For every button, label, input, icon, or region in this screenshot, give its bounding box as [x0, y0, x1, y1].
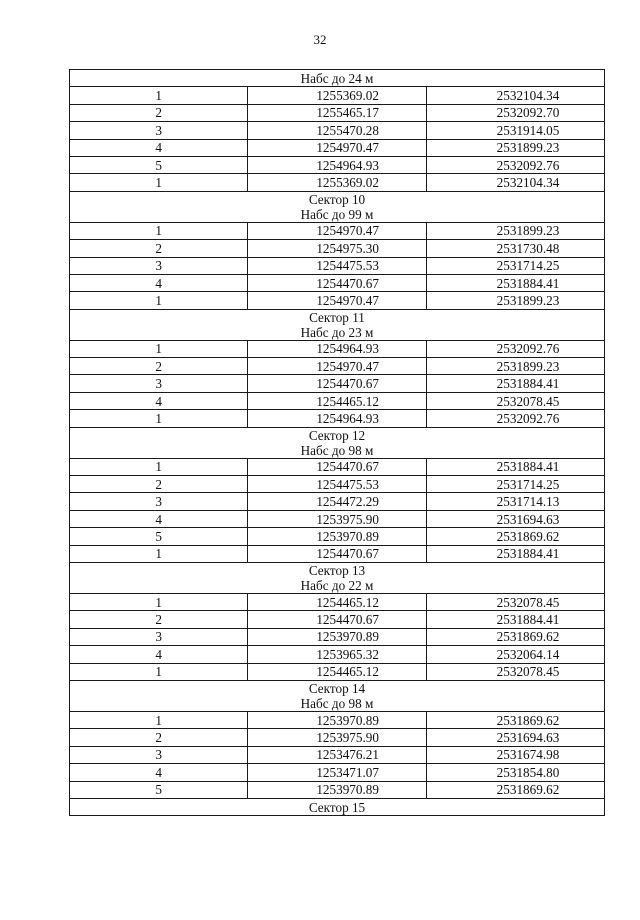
point-number-cell: 1 — [70, 593, 248, 610]
table-row — [70, 240, 605, 257]
y-coordinate-cell: 2531714.25 — [426, 257, 604, 274]
x-coordinate-cell: 1254964.93 — [248, 156, 426, 173]
point-number-cell: 5 — [70, 156, 248, 173]
point-number-cell: 5 — [70, 528, 248, 545]
table-row — [70, 122, 605, 139]
coordinates-table — [69, 69, 605, 816]
table-row — [70, 257, 605, 274]
y-coordinate-cell: 2531884.41 — [426, 274, 604, 291]
x-coordinate-cell: 1253471.07 — [248, 764, 426, 781]
table-row — [70, 663, 605, 680]
table-row — [70, 274, 605, 291]
table-row — [70, 139, 605, 156]
table-row — [70, 545, 605, 562]
table-row — [70, 711, 605, 728]
x-coordinate-cell: 1254470.67 — [248, 375, 426, 392]
table-row — [70, 528, 605, 545]
x-coordinate-cell: 1253970.89 — [248, 711, 426, 728]
point-number-cell: 2 — [70, 476, 248, 493]
x-coordinate-cell: 1254465.12 — [248, 593, 426, 610]
x-coordinate-cell: 1254970.47 — [248, 292, 426, 309]
point-number-cell: 4 — [70, 510, 248, 527]
height-limit: Набс до 98 м — [300, 695, 374, 711]
point-number-cell: 4 — [70, 764, 248, 781]
point-number-cell: 2 — [70, 358, 248, 375]
y-coordinate-cell: 2531899.23 — [426, 222, 604, 239]
table-row — [70, 392, 605, 409]
table-row — [70, 375, 605, 392]
point-number-cell: 3 — [70, 746, 248, 763]
table-row — [70, 104, 605, 121]
point-number-cell: 2 — [70, 104, 248, 121]
y-coordinate-cell: 2531694.63 — [426, 510, 604, 527]
table-row — [70, 340, 605, 357]
point-number-cell: 2 — [70, 240, 248, 257]
height-limit: Набс до 99 м — [300, 206, 374, 222]
height-limit: Набс до 24 м — [300, 70, 374, 86]
x-coordinate-cell: 1255369.02 — [248, 174, 426, 191]
sector-heading-row — [70, 562, 605, 593]
point-number-cell: 1 — [70, 222, 248, 239]
sector-title: Сектор 14 — [308, 680, 366, 696]
x-coordinate-cell: 1253975.90 — [248, 510, 426, 527]
table-row — [70, 628, 605, 645]
point-number-cell: 1 — [70, 663, 248, 680]
sector-heading-row — [70, 70, 605, 87]
x-coordinate-cell: 1254964.93 — [248, 340, 426, 357]
point-number-cell: 3 — [70, 375, 248, 392]
y-coordinate-cell: 2531730.48 — [426, 240, 604, 257]
y-coordinate-cell: 2532092.70 — [426, 104, 604, 121]
table-row — [70, 476, 605, 493]
point-number-cell: 4 — [70, 392, 248, 409]
point-number-cell: 2 — [70, 729, 248, 746]
sector-heading — [70, 798, 605, 815]
x-coordinate-cell: 1255369.02 — [248, 87, 426, 104]
y-coordinate-cell: 2531899.23 — [426, 139, 604, 156]
y-coordinate-cell: 2531869.62 — [426, 781, 604, 798]
x-coordinate-cell: 1253965.32 — [248, 646, 426, 663]
point-number-cell: 1 — [70, 292, 248, 309]
point-number-cell: 5 — [70, 781, 248, 798]
y-coordinate-cell: 2532078.45 — [426, 593, 604, 610]
point-number-cell: 3 — [70, 122, 248, 139]
sector-title: Сектор 12 — [308, 427, 366, 443]
sector-title: Сектор 10 — [308, 191, 366, 207]
x-coordinate-cell: 1254465.12 — [248, 663, 426, 680]
x-coordinate-cell: 1254975.30 — [248, 240, 426, 257]
y-coordinate-cell: 2532092.76 — [426, 410, 604, 427]
x-coordinate-cell: 1253970.89 — [248, 528, 426, 545]
page-number: 32 — [313, 32, 327, 47]
y-coordinate-cell: 2532078.45 — [426, 663, 604, 680]
y-coordinate-cell: 2531899.23 — [426, 292, 604, 309]
point-number-cell: 1 — [70, 87, 248, 104]
table-row — [70, 458, 605, 475]
point-number-cell: 1 — [70, 545, 248, 562]
x-coordinate-cell: 1255465.17 — [248, 104, 426, 121]
table-row — [70, 781, 605, 798]
y-coordinate-cell: 2532092.76 — [426, 340, 604, 357]
y-coordinate-cell: 2532104.34 — [426, 174, 604, 191]
table-row — [70, 410, 605, 427]
table-row — [70, 729, 605, 746]
coordinates-table-body — [70, 70, 605, 816]
point-number-cell: 1 — [70, 174, 248, 191]
sector-heading-row — [70, 798, 605, 815]
table-row — [70, 746, 605, 763]
sector-title: Сектор 15 — [308, 799, 366, 815]
y-coordinate-cell: 2531714.13 — [426, 493, 604, 510]
y-coordinate-cell: 2532104.34 — [426, 87, 604, 104]
sector-heading — [70, 562, 605, 593]
table-row — [70, 156, 605, 173]
point-number-cell: 1 — [70, 711, 248, 728]
point-number-cell: 1 — [70, 458, 248, 475]
sector-heading-row — [70, 680, 605, 711]
y-coordinate-cell: 2531884.41 — [426, 458, 604, 475]
sector-heading — [70, 427, 605, 458]
sector-heading — [70, 680, 605, 711]
table-row — [70, 493, 605, 510]
y-coordinate-cell: 2531869.62 — [426, 628, 604, 645]
point-number-cell: 4 — [70, 274, 248, 291]
sector-heading — [70, 191, 605, 222]
table-row — [70, 358, 605, 375]
y-coordinate-cell: 2531884.41 — [426, 375, 604, 392]
table-row — [70, 593, 605, 610]
height-limit: Набс до 23 м — [300, 324, 374, 340]
table-row — [70, 174, 605, 191]
point-number-cell: 3 — [70, 628, 248, 645]
height-limit: Набс до 22 м — [300, 577, 374, 593]
x-coordinate-cell: 1253476.21 — [248, 746, 426, 763]
y-coordinate-cell: 2531694.63 — [426, 729, 604, 746]
x-coordinate-cell: 1254470.67 — [248, 274, 426, 291]
x-coordinate-cell: 1254475.53 — [248, 257, 426, 274]
y-coordinate-cell: 2531714.25 — [426, 476, 604, 493]
point-number-cell: 1 — [70, 410, 248, 427]
x-coordinate-cell: 1254970.47 — [248, 358, 426, 375]
y-coordinate-cell: 2531869.62 — [426, 711, 604, 728]
table-row — [70, 611, 605, 628]
sector-title: Сектор 11 — [309, 309, 365, 325]
sector-heading — [70, 70, 605, 87]
table-row — [70, 222, 605, 239]
y-coordinate-cell: 2531674.98 — [426, 746, 604, 763]
y-coordinate-cell: 2532092.76 — [426, 156, 604, 173]
point-number-cell: 1 — [70, 340, 248, 357]
sector-heading-row — [70, 309, 605, 340]
x-coordinate-cell: 1254475.53 — [248, 476, 426, 493]
point-number-cell: 4 — [70, 139, 248, 156]
table-row — [70, 292, 605, 309]
point-number-cell: 4 — [70, 646, 248, 663]
height-limit: Набс до 98 м — [300, 442, 374, 458]
sector-heading-row — [70, 427, 605, 458]
x-coordinate-cell: 1253970.89 — [248, 628, 426, 645]
x-coordinate-cell: 1254970.47 — [248, 222, 426, 239]
y-coordinate-cell: 2532064.14 — [426, 646, 604, 663]
table-row — [70, 510, 605, 527]
sector-title: Сектор 13 — [308, 562, 366, 578]
point-number-cell: 2 — [70, 611, 248, 628]
sector-heading — [70, 309, 605, 340]
y-coordinate-cell: 2532078.45 — [426, 392, 604, 409]
x-coordinate-cell: 1254472.29 — [248, 493, 426, 510]
x-coordinate-cell: 1253970.89 — [248, 781, 426, 798]
y-coordinate-cell: 2531884.41 — [426, 611, 604, 628]
table-row — [70, 646, 605, 663]
y-coordinate-cell: 2531869.62 — [426, 528, 604, 545]
x-coordinate-cell: 1255470.28 — [248, 122, 426, 139]
x-coordinate-cell: 1254465.12 — [248, 392, 426, 409]
x-coordinate-cell: 1253975.90 — [248, 729, 426, 746]
x-coordinate-cell: 1254964.93 — [248, 410, 426, 427]
table-row — [70, 764, 605, 781]
y-coordinate-cell: 2531854.80 — [426, 764, 604, 781]
sector-heading-row — [70, 191, 605, 222]
x-coordinate-cell: 1254470.67 — [248, 458, 426, 475]
x-coordinate-cell: 1254470.67 — [248, 611, 426, 628]
y-coordinate-cell: 2531914.05 — [426, 122, 604, 139]
x-coordinate-cell: 1254470.67 — [248, 545, 426, 562]
y-coordinate-cell: 2531884.41 — [426, 545, 604, 562]
point-number-cell: 3 — [70, 493, 248, 510]
y-coordinate-cell: 2531899.23 — [426, 358, 604, 375]
table-row — [70, 87, 605, 104]
point-number-cell: 3 — [70, 257, 248, 274]
x-coordinate-cell: 1254970.47 — [248, 139, 426, 156]
